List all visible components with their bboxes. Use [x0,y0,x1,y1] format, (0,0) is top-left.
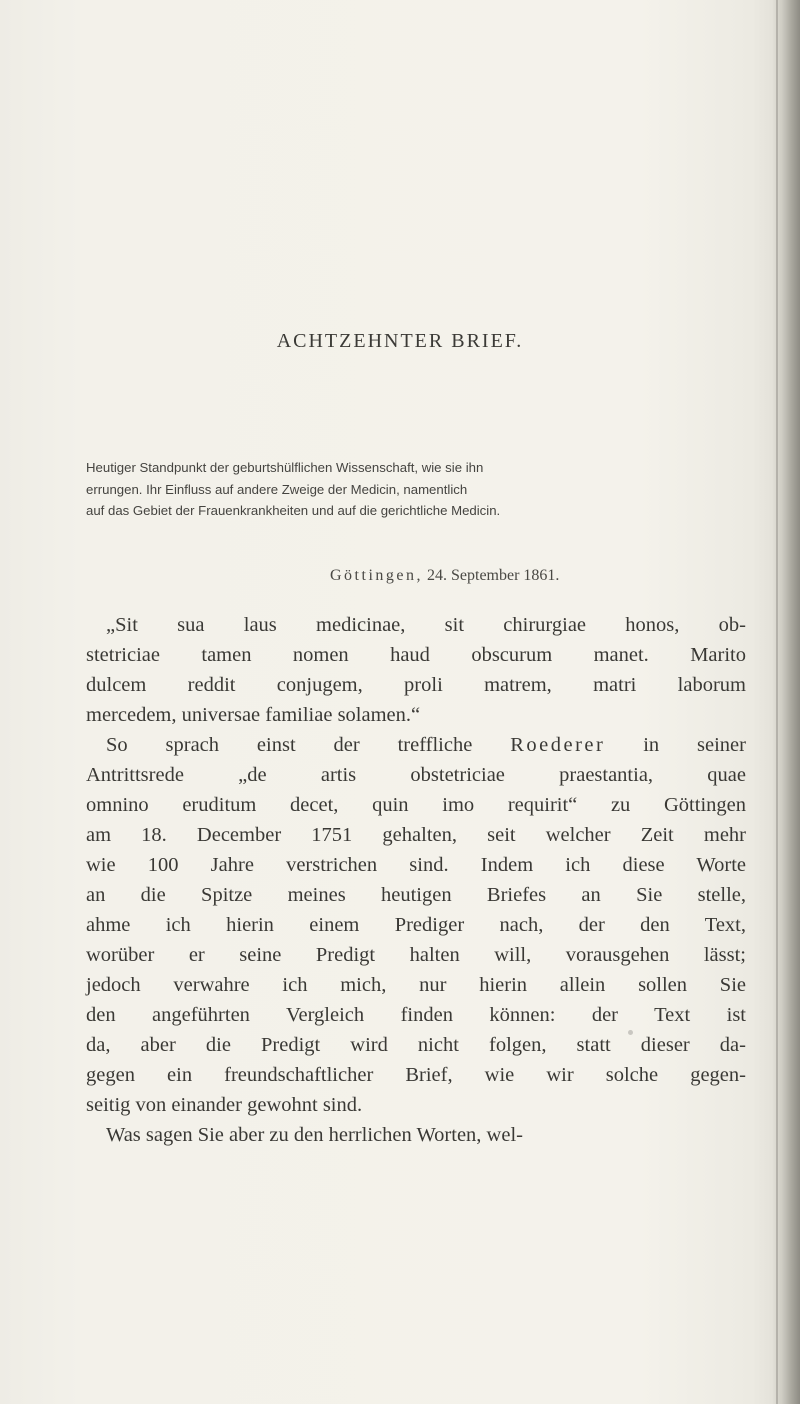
body-text-fragment: So sprach einst der treffliche [106,734,511,756]
chapter-summary [86,457,746,522]
body-line: wie 100 Jahre verstrichen sind. Indem ich diese Worte [86,854,746,876]
paper-speck [628,1030,633,1035]
body-line: den angeführten Vergleich finden können: der Text ist [86,1004,746,1026]
page-binding-line [776,0,778,1404]
summary-line: errungen. Ihr Einfluss auf andere Zweige der Medicin, namentlich [86,481,468,497]
body-line [86,730,746,760]
summary-line: Heutiger Standpunkt der geburtshülflichen Wissenschaft, wie sie ihn [86,460,484,475]
body-line: stetriciae tamen nomen haud obscurum manet. Marito [86,644,746,666]
author-name: Roederer [510,734,606,756]
summary-line: auf das Gebiet der Frauenkrankheiten und auf die gerichtliche Medicin. [86,503,501,518]
body-line: gegen ein freundschaftlicher Brief, wie wir solche gegen- [86,1064,746,1086]
body-line: omnino eruditum decet, quin imo requirit“ zu Göttingen [86,794,746,816]
body-line: ahme ich hierin einem Prediger nach, der den Text, [86,914,746,936]
body-line: am 18. December 1751 gehalten, seit welcher Zeit mehr [86,824,746,846]
body-line: seitig von einander gewohnt sind. [86,1094,363,1116]
body-line: Was sagen Sie aber zu den herrlichen Worten, wel- [106,1124,523,1146]
body-line: jedoch verwahre ich mich, nur hierin allein sollen Sie [86,974,746,996]
dateline [0,567,800,585]
body-line: worüber er seine Predigt halten will, vorausgehen lässt; [86,944,746,966]
dateline-date: 24. September 1861. [427,567,560,584]
body-line: Antrittsrede „de artis obstetriciae praestantia, quae [86,764,746,786]
body-line: dulcem reddit conjugem, proli matrem, matri laborum [86,674,746,696]
body-text-fragment: in seiner [605,734,746,756]
chapter-title: ACHTZEHNTER BRIEF. [276,330,524,352]
body-line: da, aber die Predigt wird nicht folgen, statt dieser da- [86,1034,746,1056]
body-line: an die Spitze meines heutigen Briefes an Sie stelle, [86,884,746,906]
body-line: mercedem, universae familiae solamen.“ [86,704,421,726]
dateline-place: Göttingen, [330,567,423,584]
letter-body [86,610,746,1150]
body-line: „Sit sua laus medicinae, sit chirurgiae honos, ob- [106,614,746,636]
